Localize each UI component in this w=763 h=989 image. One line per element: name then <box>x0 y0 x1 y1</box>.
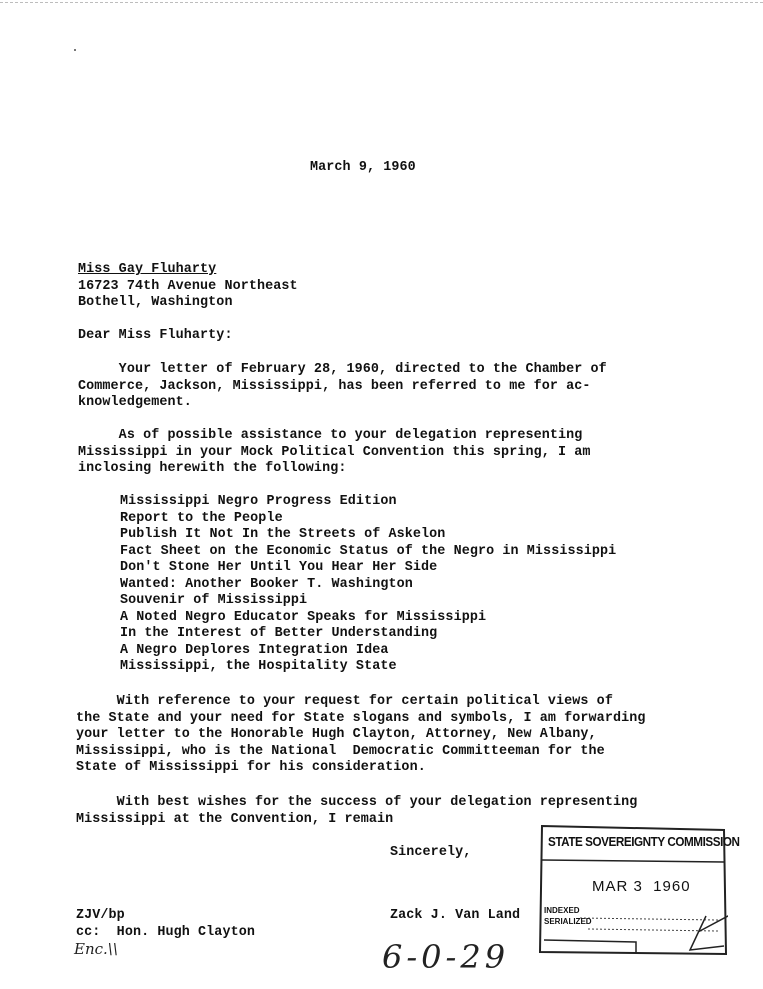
typist-initials <box>76 908 255 941</box>
recipient-address <box>78 262 298 312</box>
enclosure-item: Mississippi Negro Progress Edition <box>120 494 397 509</box>
stamp-date: MAR 3 1960 <box>592 878 691 895</box>
stamp-title: STATE SOVEREIGNTY COMMISSION <box>548 834 740 849</box>
handwritten-file-number: 6-0-29 <box>382 938 510 976</box>
enclosure-item: In the Interest of Better Understanding <box>120 626 438 641</box>
signature-name: Zack J. Van Land <box>390 908 521 923</box>
paragraph-line: knowledgement. <box>78 395 192 410</box>
paragraph-line: Mississippi in your Mock Political Convention this spring, I am <box>78 444 591 460</box>
paragraph-2 <box>78 428 591 478</box>
page-top-edge <box>0 2 763 3</box>
initials-line: ZJV/bp <box>76 908 125 923</box>
commission-stamp <box>538 822 740 962</box>
salutation: Dear Miss Fluharty: <box>78 328 233 343</box>
enclosure-item: Publish It Not In the Streets of Askelon <box>120 527 446 542</box>
paragraph-line: With best wishes for the success of your delegation representing <box>76 795 638 810</box>
paragraph-line: Your letter of February 28, 1960, directed to the Chamber of <box>78 362 607 377</box>
enclosure-item: A Negro Deplores Integration Idea <box>120 642 389 658</box>
closing: Sincerely, <box>390 845 472 860</box>
paragraph-3 <box>76 694 646 777</box>
enclosure-item: A Noted Negro Educator Speaks for Mississippi <box>120 609 487 625</box>
stamp-indexed-label: INDEXED <box>544 906 580 915</box>
paragraph-line: inclosing herewith the following: <box>78 461 347 476</box>
cc-line: cc: Hon. Hugh Clayton <box>76 924 255 940</box>
paragraph-line: your letter to the Honorable Hugh Clayton, Attorney, New Albany, <box>76 727 597 742</box>
scan-speck <box>74 49 76 51</box>
recipient-city: Bothell, Washington <box>78 295 233 310</box>
paragraph-line: the State and your need for State slogans and symbols, I am forwarding <box>76 710 646 726</box>
paragraph-line: Mississippi at the Convention, I remain <box>76 811 394 827</box>
paragraph-line: As of possible assistance to your delegation representing <box>78 428 583 443</box>
enclosure-list <box>120 494 616 676</box>
letter-date: March 9, 1960 <box>310 160 416 175</box>
paragraph-1 <box>78 362 607 412</box>
enclosure-item: Wanted: Another Booker T. Washington <box>120 576 413 592</box>
paragraph-line: Mississippi, who is the National Democratic Committeeman for the <box>76 743 605 759</box>
paragraph-line: State of Mississippi for his consideration. <box>76 760 426 775</box>
enclosure-item: Souvenir of Mississippi <box>120 593 308 608</box>
handwritten-enclosure-note: Enc.\\ <box>74 940 118 958</box>
paragraph-line: With reference to your request for certain political views of <box>76 694 613 709</box>
recipient-street: 16723 74th Avenue Northeast <box>78 278 298 294</box>
enclosure-item: Don't Stone Her Until You Hear Her Side <box>120 560 438 575</box>
enclosure-item: Mississippi, the Hospitality State <box>120 659 397 674</box>
enclosure-item: Report to the People <box>120 510 283 526</box>
enclosure-item: Fact Sheet on the Economic Status of the Negro in Mississippi <box>120 543 617 559</box>
recipient-name: Miss Gay Fluharty <box>78 262 217 277</box>
paragraph-line: Commerce, Jackson, Mississippi, has been referred to me for ac- <box>78 378 591 394</box>
stamp-serialized-label: SERIALIZED <box>544 917 592 926</box>
